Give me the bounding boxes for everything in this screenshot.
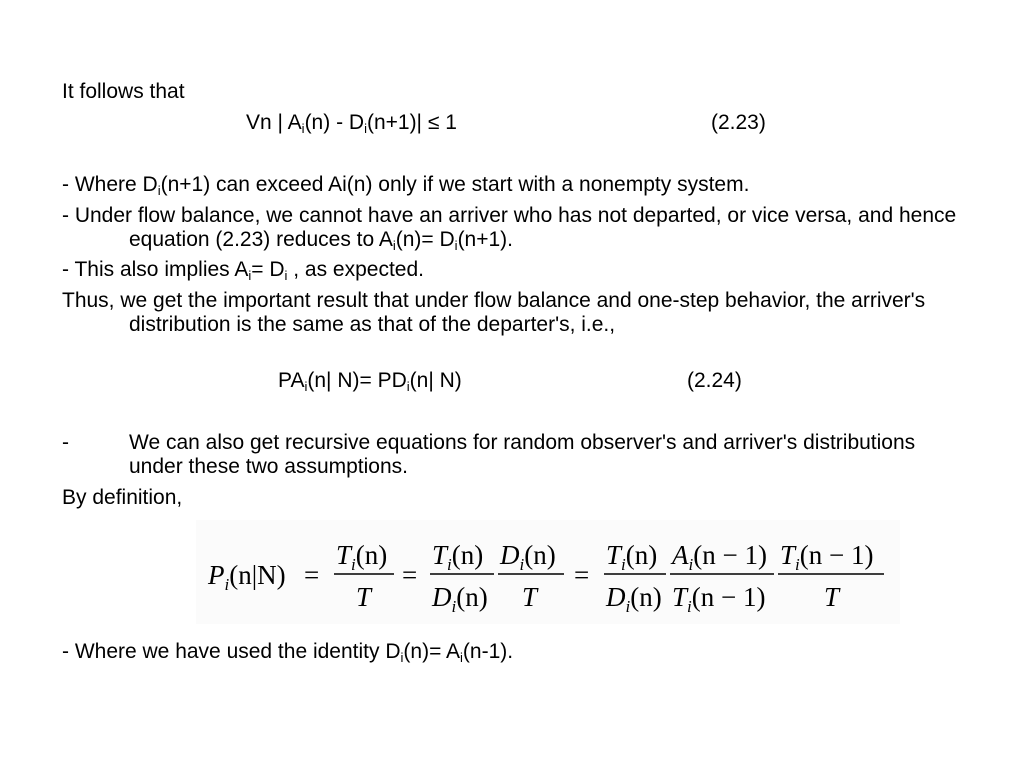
formula-nm1: (n − 1) xyxy=(691,582,766,612)
bullet3-part: , as expected. xyxy=(287,258,424,281)
formula-equals-2: = xyxy=(402,560,418,590)
formula-n: (n) xyxy=(625,540,658,570)
formula-nm1: (n − 1) xyxy=(693,540,767,570)
formula-sub-i: i xyxy=(447,555,452,574)
formula-equals-3: = xyxy=(574,560,590,590)
eq224-part: (n| N) xyxy=(409,369,462,392)
formula-sub-i: i xyxy=(224,575,230,594)
last-sub: i xyxy=(460,650,463,665)
formula-n: (n) xyxy=(451,540,484,570)
formula-A: A xyxy=(672,540,689,570)
equation-number-2-23: (2.23) xyxy=(711,111,766,134)
svg-text:Di(n) xyxy=(605,582,662,616)
formula-sub-i: i xyxy=(451,597,457,616)
svg-text:Ti(n − 1) xyxy=(780,540,873,574)
last-part: (n-1). xyxy=(462,640,514,663)
bullet4-text: We can also get recursive equations for random observer's and arriver's distributions under these two assumptions. xyxy=(129,431,916,478)
svg-text:Ti(n − 1) xyxy=(672,582,765,616)
bullet3-part: - This also implies A xyxy=(62,258,249,281)
bullet2-part: - Under flow balance, we cannot have an arriver who has not departed, or vice versa, and hence equation (2.23) reduces to A xyxy=(62,204,957,251)
formula-n: (n) xyxy=(630,582,662,612)
formula-sub-i: i xyxy=(625,597,631,616)
formula-T: T xyxy=(824,582,840,612)
formula-D: D xyxy=(606,582,626,612)
formula-T: T xyxy=(672,582,688,612)
formula-P: P xyxy=(208,560,225,590)
bullet-recursive xyxy=(129,431,959,479)
formula-svg xyxy=(196,520,900,624)
eq224-part: (n| N)= PD xyxy=(307,369,407,392)
svg-text:Di(n) xyxy=(431,582,488,616)
bullet-flow-balance xyxy=(62,204,1024,252)
identity-note xyxy=(62,640,513,664)
formula-sub-i: i xyxy=(687,597,692,616)
bullet1-part: - Where D xyxy=(62,173,158,196)
svg-text:Ti(n) xyxy=(432,540,483,574)
eq224-sub: i xyxy=(304,379,308,394)
bullet-implies xyxy=(62,258,424,282)
intro-label: It follows that xyxy=(62,80,185,103)
eq223-part: Vn | A xyxy=(246,111,302,134)
formula-T: T xyxy=(336,540,352,570)
thus-text: Thus, we get the important result that under flow balance and one-step behavior, the arriver's distribution is the same as that of the departer's, i.e., xyxy=(62,289,926,336)
formula-sub-i: i xyxy=(795,555,800,574)
bullet2-part: (n)= D xyxy=(395,228,455,251)
formula-sub-i: i xyxy=(519,555,525,574)
eq223-sub: i xyxy=(301,121,305,136)
formula-sub-i: i xyxy=(351,555,356,574)
bullet2-part: (n+1). xyxy=(457,228,514,251)
bullet-where-di xyxy=(62,173,749,197)
formula-sub-i: i xyxy=(688,555,694,574)
svg-text:Ti(n) xyxy=(336,540,387,574)
formula-nN: (n|N) xyxy=(229,560,286,590)
svg-text:Pi(n|N) xyxy=(207,560,286,594)
formula-T: T xyxy=(606,540,622,570)
eq223-part: (n) - D xyxy=(304,111,365,134)
bullet1-part: (n+1) can exceed Ai(n) only if we start with a nonempty system. xyxy=(160,173,750,196)
formula-equals-1: = xyxy=(304,560,320,590)
eq223-sub: i xyxy=(364,121,367,136)
bullet2-sub: i xyxy=(454,238,458,253)
last-part: (n)= A xyxy=(403,640,461,663)
svg-text:Ti(n) xyxy=(606,540,657,574)
svg-text:Ai(n − 1) xyxy=(670,540,767,574)
bullet3-sub: i xyxy=(248,268,252,283)
formula-T: T xyxy=(522,582,538,612)
bullet-recursive-dash: - xyxy=(62,431,69,454)
thus-paragraph xyxy=(62,289,1024,337)
formula-n: (n) xyxy=(524,540,556,570)
formula-n: (n) xyxy=(355,540,388,570)
eq223-part: (n+1)| ≤ 1 xyxy=(366,111,457,134)
formula-T: T xyxy=(356,582,372,612)
formula-T: T xyxy=(780,540,796,570)
last-sub: i xyxy=(400,650,404,665)
equation-number-2-24: (2.24) xyxy=(687,369,742,392)
eq224-sub: i xyxy=(406,379,410,394)
bullet2-sub: i xyxy=(392,238,396,253)
formula-nm1: (n − 1) xyxy=(799,540,874,570)
formula-D: D xyxy=(432,582,452,612)
bullet3-part: = D xyxy=(251,258,285,281)
formula-image xyxy=(196,520,900,624)
equation-2-23 xyxy=(246,111,457,135)
svg-text:Di(n) xyxy=(499,540,556,574)
eq224-part: PA xyxy=(278,369,305,392)
bullet1-sub: i xyxy=(157,183,161,198)
formula-sub-i: i xyxy=(621,555,626,574)
by-definition: By definition, xyxy=(62,486,183,509)
intro-text xyxy=(62,80,185,104)
last-part: - Where we have used the identity D xyxy=(62,640,401,663)
bullet3-sub: i xyxy=(284,268,288,283)
formula-n: (n) xyxy=(456,582,488,612)
formula-T: T xyxy=(432,540,448,570)
formula-D: D xyxy=(500,540,520,570)
equation-2-24 xyxy=(278,369,462,393)
